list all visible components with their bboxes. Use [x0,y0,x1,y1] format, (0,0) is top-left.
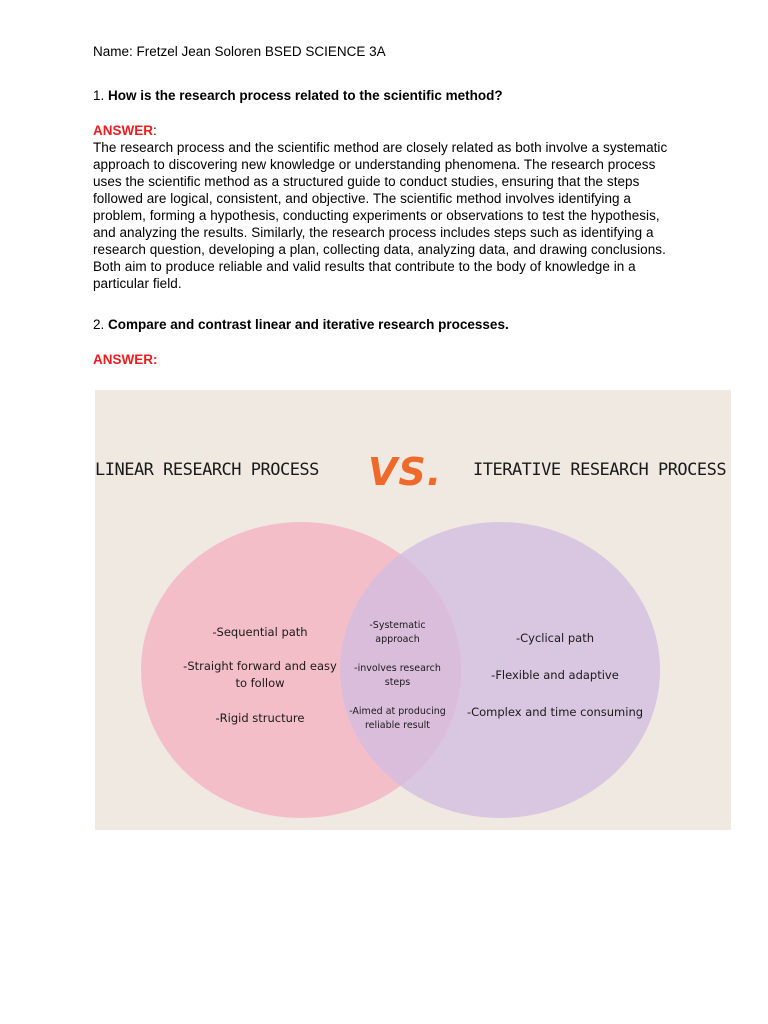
iterative-item-2: -Flexible and adaptive [491,668,619,682]
center-item-2: -involves research steps [354,663,441,688]
center-item-1: -Systematic approach [369,620,426,645]
linear-item-2: -Straight forward and easy to follow [183,659,337,690]
vs-label: VS. [368,450,443,494]
question-1-text: How is the research process related to the scientific method? [108,88,503,103]
iterative-item-1: -Cyclical path [515,631,595,645]
answer-2-colon: : [153,352,158,367]
center-item-3: -Aimed at producing reliable result [349,706,446,731]
answer-1-paragraph: The research process and the scientific method are closely related as both involve a systematic approach to discovering new knowledge or understanding phenomena. The research process uses the scientific method as a structured guide to conduct studies, ensuring that the steps followed are logical, consistent, and objective. The scientific method involves identifying a problem, forming a hypothesis, conducting experiments or observations to test the hypothesis, and analyzing the results. Similarly, the research process includes steps such as identifying a research question, developing a plan, collecting data, analyzing data, and drawing conclusions. Both aim to produce reliable and valid results that contribute to the body of knowledge in a particular field. [93,140,668,291]
student-name-line: Name: Fretzel Jean Soloren BSED SCIENCE 3A [93,44,386,59]
linear-item-3: -Rigid structure [215,711,305,725]
linear-title: LINEAR RESEARCH PROCESS [95,460,319,480]
answer-1-label: ANSWER [93,123,153,138]
question-1-number: 1. [93,88,105,103]
answer-1-heading [93,122,157,139]
iterative-item-3: -Complex and time consuming [466,705,644,719]
linear-item-1: -Sequential path [212,625,308,639]
answer-1-colon: : [153,123,157,138]
venn-diagram-panel [95,390,731,830]
iterative-title: ITERATIVE RESEARCH PROCESS [473,460,727,480]
question-1 [93,87,503,104]
question-2-number: 2. [93,317,105,332]
question-2 [93,316,509,333]
question-2-text: Compare and contrast linear and iterative research processes. [108,317,509,332]
answer-2-label: ANSWER [93,352,153,367]
answer-2-heading [93,351,158,368]
